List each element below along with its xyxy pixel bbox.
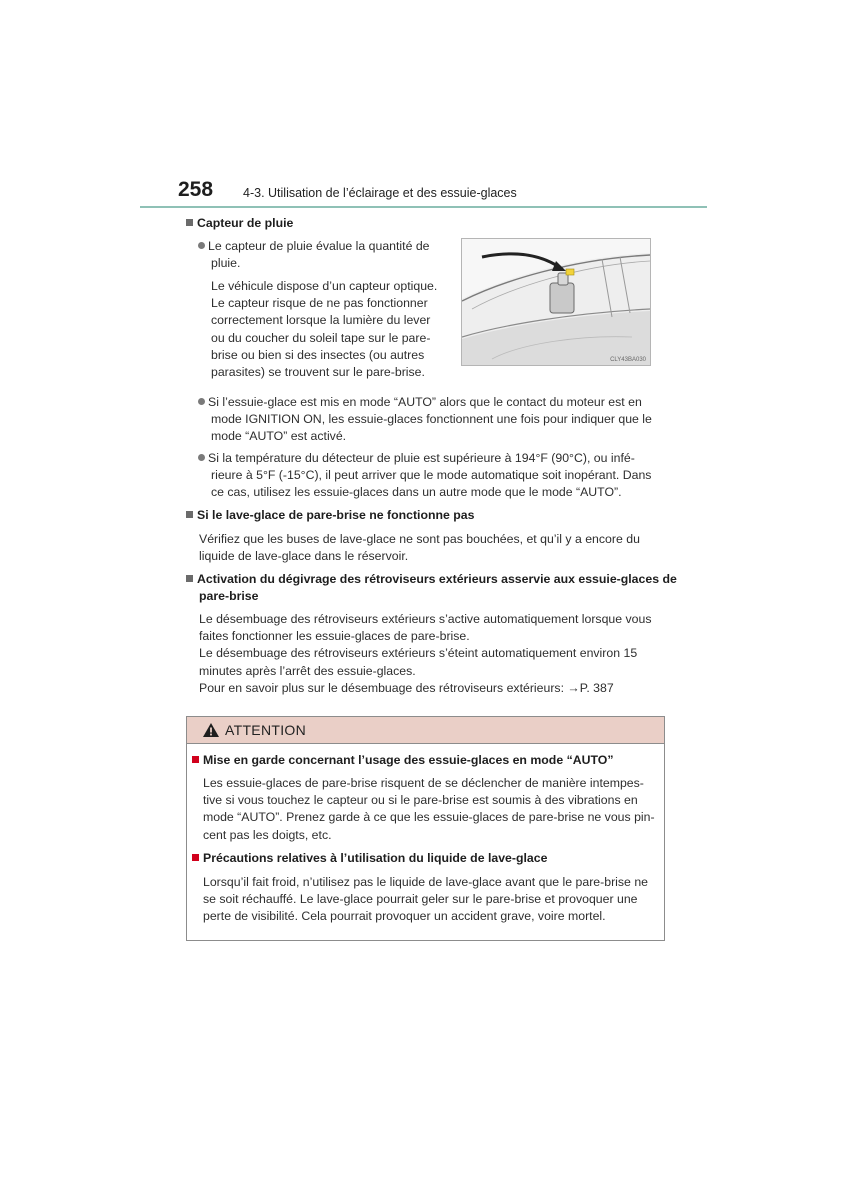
attention-box [186,716,665,941]
windshield-sensor-drawing [462,239,650,365]
attention-item2-line: Lorsqu’il fait froid, n’utilisez pas le liquide de lave-glace avant que le pare-brise ne [203,875,648,889]
note-line: parasites) se trouvent sur le pare-brise. [211,365,425,380]
attention-item2-body [203,874,648,926]
attention-item-washer-fluid [192,851,547,865]
circle-bullet-icon [198,398,205,405]
attention-item1-line: cent pas les doigts, etc. [203,827,332,842]
circle-bullet-icon [198,242,205,249]
defog-line: Le désembuage des rétroviseurs extérieurs s’éteint automatiquement environ 15 [199,646,638,661]
note-line: correctement lorsque la lumière du lever [211,313,431,328]
attention-item1-body [203,775,655,844]
bullet1-line: Le capteur de pluie évalue la quantité de [208,239,430,253]
attention-item1-heading: Mise en garde concernant l’usage des essuie-glaces en mode “AUTO” [203,753,614,767]
defog-heading-line: pare-brise [199,589,259,604]
note-line: Le véhicule dispose d’un capteur optique. [211,279,438,293]
defog-line: Le désembuage des rétroviseurs extérieurs s’active automatiquement lorsque vous [199,612,652,626]
defog-heading-line: Activation du dégivrage des rétroviseurs extérieurs asservie aux essuie-glaces de [197,572,677,586]
rain-sensor-heading: Capteur de pluie [197,216,294,230]
defog-line: faites fonctionner les essuie-glaces de pare-brise. [199,629,470,644]
washer-line: Vérifiez que les buses de lave-glace ne sont pas bouchées, et qu’il y a encore du [199,532,640,546]
bullet-temperature [198,450,668,502]
section-heading-washer [186,508,474,522]
bullet2-line: mode IGNITION ON, les essuie-glaces fonctionnent une fois pour indiquer que le [211,412,652,427]
attention-item1-line: tive si vous touchez le capteur ou si le pare-brise est soumis à des vibrations en [203,793,638,808]
square-bullet-icon [186,511,193,518]
attention-item1-line: mode “AUTO”. Prenez garde à ce que les essuie-glaces de pare-brise ne vous pin- [203,810,655,825]
page-number: 258 [178,178,214,201]
bullet3-line: rieure à 5°F (-15°C), il peut arriver que le mode automatique soit inopérant. Dans [211,468,652,483]
chapter-title: 4-3. Utilisation de l’éclairage et des essuie-glaces [243,186,517,200]
rain-sensor-illustration [461,238,651,366]
defog-body [199,611,652,697]
attention-item-auto-mode [192,753,614,767]
attention-item2-line: perte de visibilité. Cela pourrait provoquer un accident grave, voire mortel. [203,909,606,924]
section-heading-defog [186,571,677,605]
attention-item1-line: Les essuie-glaces de pare-brise risquent de se déclencher de manière intempes- [203,776,644,790]
washer-heading: Si le lave-glace de pare-brise ne fonctionne pas [197,508,475,522]
bullet-auto-mode [198,394,668,446]
circle-bullet-icon [198,454,205,461]
bullet2-line: Si l’essuie-glace est mis en mode “AUTO” alors que le contact du moteur est en [208,395,642,409]
header-rule [140,206,707,208]
attention-item2-heading: Précautions relatives à l’utilisation du liquide de lave-glace [203,851,548,865]
square-bullet-icon [186,575,193,582]
attention-title: ATTENTION [225,722,306,738]
figure-code: CLY43BA030 [610,357,646,363]
defog-line: minutes après l’arrêt des essuie-glaces. [199,663,416,678]
bullet-rain-sensor-evaluates [198,238,430,272]
square-bullet-icon [186,219,193,226]
note-line: Le capteur risque de ne pas fonctionner [211,296,428,311]
red-square-bullet-icon [192,854,199,861]
attention-item2-line: se soit réchauffé. Le lave-glace pourrait geler sur le pare-brise et provoquer une [203,892,638,907]
defog-reference-link[interactable]: Pour en savoir plus sur le désembuage des rétroviseurs extérieurs: →P. 387 [199,680,614,695]
bullet3-line: ce cas, utilisez les essuie-glaces dans un autre mode que le mode “AUTO”. [211,485,622,500]
optical-sensor-note [211,278,437,381]
bullet1-line: pluie. [211,256,241,271]
note-line: brise ou bien si des insectes (ou autres [211,347,425,362]
bullet3-line: Si la température du détecteur de pluie est supérieure à 194°F (90°C), ou infé- [208,451,635,465]
section-heading-rain-sensor [186,216,293,230]
red-square-bullet-icon [192,756,199,763]
washer-line: liquide de lave-glace dans le réservoir. [199,549,409,564]
attention-header [187,717,664,744]
bullet2-line: mode “AUTO” est activé. [211,429,347,444]
note-line: ou du coucher du soleil tape sur le pare- [211,330,431,345]
washer-body [199,531,640,565]
warning-triangle-icon [202,722,220,738]
